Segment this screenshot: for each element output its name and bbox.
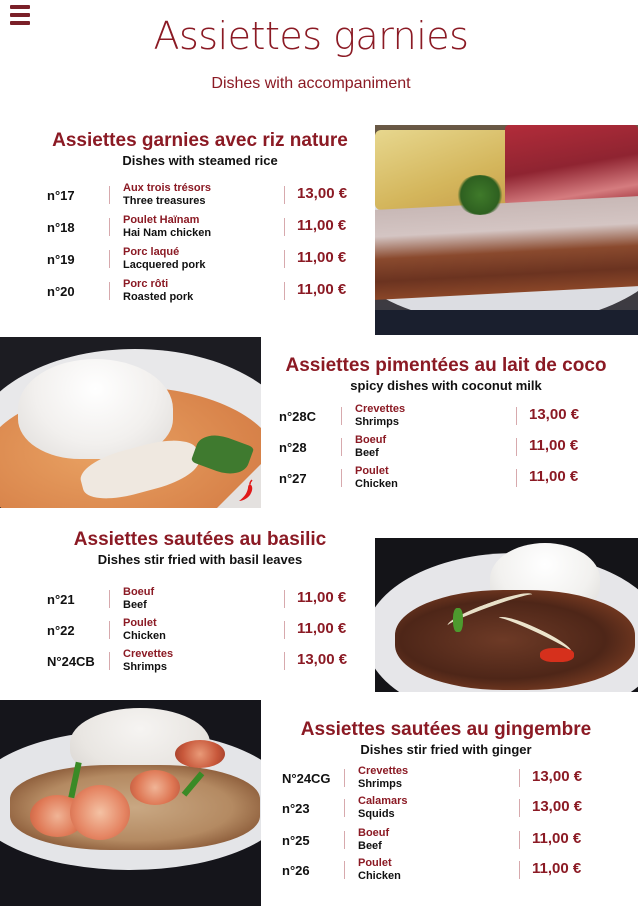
dish-number: n°26	[282, 863, 310, 878]
dish-price: 11,00 €	[297, 589, 347, 606]
separator	[284, 590, 285, 608]
separator	[109, 590, 110, 608]
chili-pepper-icon	[217, 464, 261, 508]
dish-name-en: Lacquered pork	[123, 259, 206, 271]
separator	[341, 469, 342, 487]
separator	[341, 407, 342, 425]
dish-price: 13,00 €	[297, 185, 348, 202]
section-title: Assiettes sautées au gingembre	[300, 719, 592, 740]
shrimp-ginger-photo	[0, 700, 261, 906]
menu-item	[47, 279, 367, 309]
hamburger-bar	[10, 5, 30, 9]
dish-name-fr: Crevettes	[355, 403, 406, 415]
dish-name-en: Shrimps	[358, 778, 403, 790]
dish-price: 13,00 €	[297, 651, 348, 668]
menu-item	[282, 766, 622, 796]
menu-item	[47, 247, 367, 277]
separator	[516, 438, 517, 456]
menu-item	[47, 618, 367, 648]
dish-price: 11,00 €	[297, 249, 347, 266]
section-subtitle: Dishes with steamed rice	[122, 153, 278, 168]
dish-price: 13,00 €	[532, 768, 583, 785]
section-basilic	[30, 529, 370, 567]
dish-number: n°20	[47, 284, 75, 299]
separator	[519, 799, 520, 817]
separator	[109, 652, 110, 670]
menu-item	[282, 858, 622, 888]
dish-number: n°23	[282, 801, 310, 816]
menu-item	[279, 435, 619, 465]
dish-number: n°25	[282, 833, 310, 848]
dish-name-en: Beef	[355, 447, 379, 459]
separator	[516, 469, 517, 487]
dish-price: 13,00 €	[532, 798, 583, 815]
dish-name-fr: Porc laqué	[123, 246, 180, 258]
dish-name-fr: Boeuf	[358, 827, 390, 839]
dish-price: 11,00 €	[529, 468, 579, 485]
dish-name-fr: Aux trois trésors	[123, 182, 212, 194]
dish-price: 11,00 €	[529, 437, 579, 454]
dish-name-fr: Crevettes	[123, 648, 174, 660]
dish-name-en: Chicken	[358, 870, 401, 882]
dish-price: 11,00 €	[297, 281, 347, 298]
separator	[516, 407, 517, 425]
dish-name-en: Shrimps	[355, 416, 400, 428]
dish-number: n°27	[279, 471, 307, 486]
separator	[109, 250, 110, 268]
dish-number: n°28	[279, 440, 307, 455]
page-title: Assiettes garnies	[153, 14, 469, 58]
separator	[344, 861, 345, 879]
page-subtitle: Dishes with accompaniment	[211, 75, 411, 92]
dish-price: 11,00 €	[297, 217, 347, 234]
dish-number: n°21	[47, 592, 75, 607]
separator	[344, 769, 345, 787]
separator	[109, 282, 110, 300]
section-title: Assiettes sautées au basilic	[73, 529, 327, 550]
menu-item	[279, 404, 619, 434]
roast-meats-photo	[375, 125, 638, 335]
dish-name-en: Chicken	[355, 478, 398, 490]
dish-name-fr: Poulet Haïnam	[123, 214, 200, 226]
section-lait-de-coco	[272, 355, 620, 393]
section-title: Assiettes pimentées au lait de coco	[285, 355, 607, 376]
separator	[284, 282, 285, 300]
dish-name-fr: Porc rôti	[123, 278, 169, 290]
separator	[109, 186, 110, 204]
beef-stir-fry-photo	[375, 538, 638, 692]
separator	[109, 621, 110, 639]
dish-number: n°22	[47, 623, 75, 638]
dish-name-fr: Boeuf	[355, 434, 387, 446]
separator	[109, 218, 110, 236]
dish-name-en: Chicken	[123, 630, 166, 642]
dish-price: 13,00 €	[529, 406, 580, 423]
section-subtitle: Dishes stir fried with basil leaves	[97, 552, 303, 567]
dish-name-en: Three treasures	[123, 195, 206, 207]
dish-name-en: Hai Nam chicken	[123, 227, 212, 239]
menu-item	[47, 215, 367, 245]
section-title: Assiettes garnies avec riz nature	[52, 130, 348, 151]
dish-name-fr: Poulet	[355, 465, 389, 477]
menu-item	[282, 828, 622, 858]
menu-item	[279, 466, 619, 496]
dish-price: 11,00 €	[532, 830, 582, 847]
dish-number: N°24CB	[47, 654, 95, 669]
coconut-curry-photo	[0, 337, 261, 508]
separator	[284, 621, 285, 639]
menu-item	[47, 649, 367, 679]
separator	[519, 861, 520, 879]
dish-name-fr: Crevettes	[358, 765, 409, 777]
separator	[519, 769, 520, 787]
dish-number: n°19	[47, 252, 75, 267]
menu-item	[282, 796, 622, 826]
dish-number: N°24CG	[282, 771, 331, 786]
dish-name-en: Squids	[358, 808, 395, 820]
dish-name-fr: Calamars	[358, 795, 408, 807]
dish-name-fr: Poulet	[358, 857, 392, 869]
section-riz-nature	[30, 130, 370, 168]
dish-price: 11,00 €	[297, 620, 347, 637]
separator	[519, 831, 520, 849]
section-subtitle: Dishes stir fried with ginger	[360, 742, 532, 757]
dish-name-en: Roasted pork	[123, 291, 194, 303]
dish-number: n°18	[47, 220, 75, 235]
dish-number: n°17	[47, 188, 75, 203]
separator	[284, 250, 285, 268]
section-subtitle: spicy dishes with coconut milk	[350, 378, 542, 393]
separator	[284, 186, 285, 204]
dish-name-en: Beef	[123, 599, 147, 611]
dish-number: n°28C	[279, 409, 316, 424]
section-gingembre	[272, 719, 620, 757]
dish-name-en: Beef	[358, 840, 382, 852]
menu-item	[47, 183, 367, 213]
dish-name-fr: Boeuf	[123, 586, 155, 598]
separator	[344, 799, 345, 817]
dish-name-fr: Poulet	[123, 617, 157, 629]
separator	[344, 831, 345, 849]
separator	[284, 652, 285, 670]
menu-item	[47, 587, 367, 617]
separator	[341, 438, 342, 456]
dish-name-en: Shrimps	[123, 661, 168, 673]
dish-price: 11,00 €	[532, 860, 582, 877]
separator	[284, 218, 285, 236]
